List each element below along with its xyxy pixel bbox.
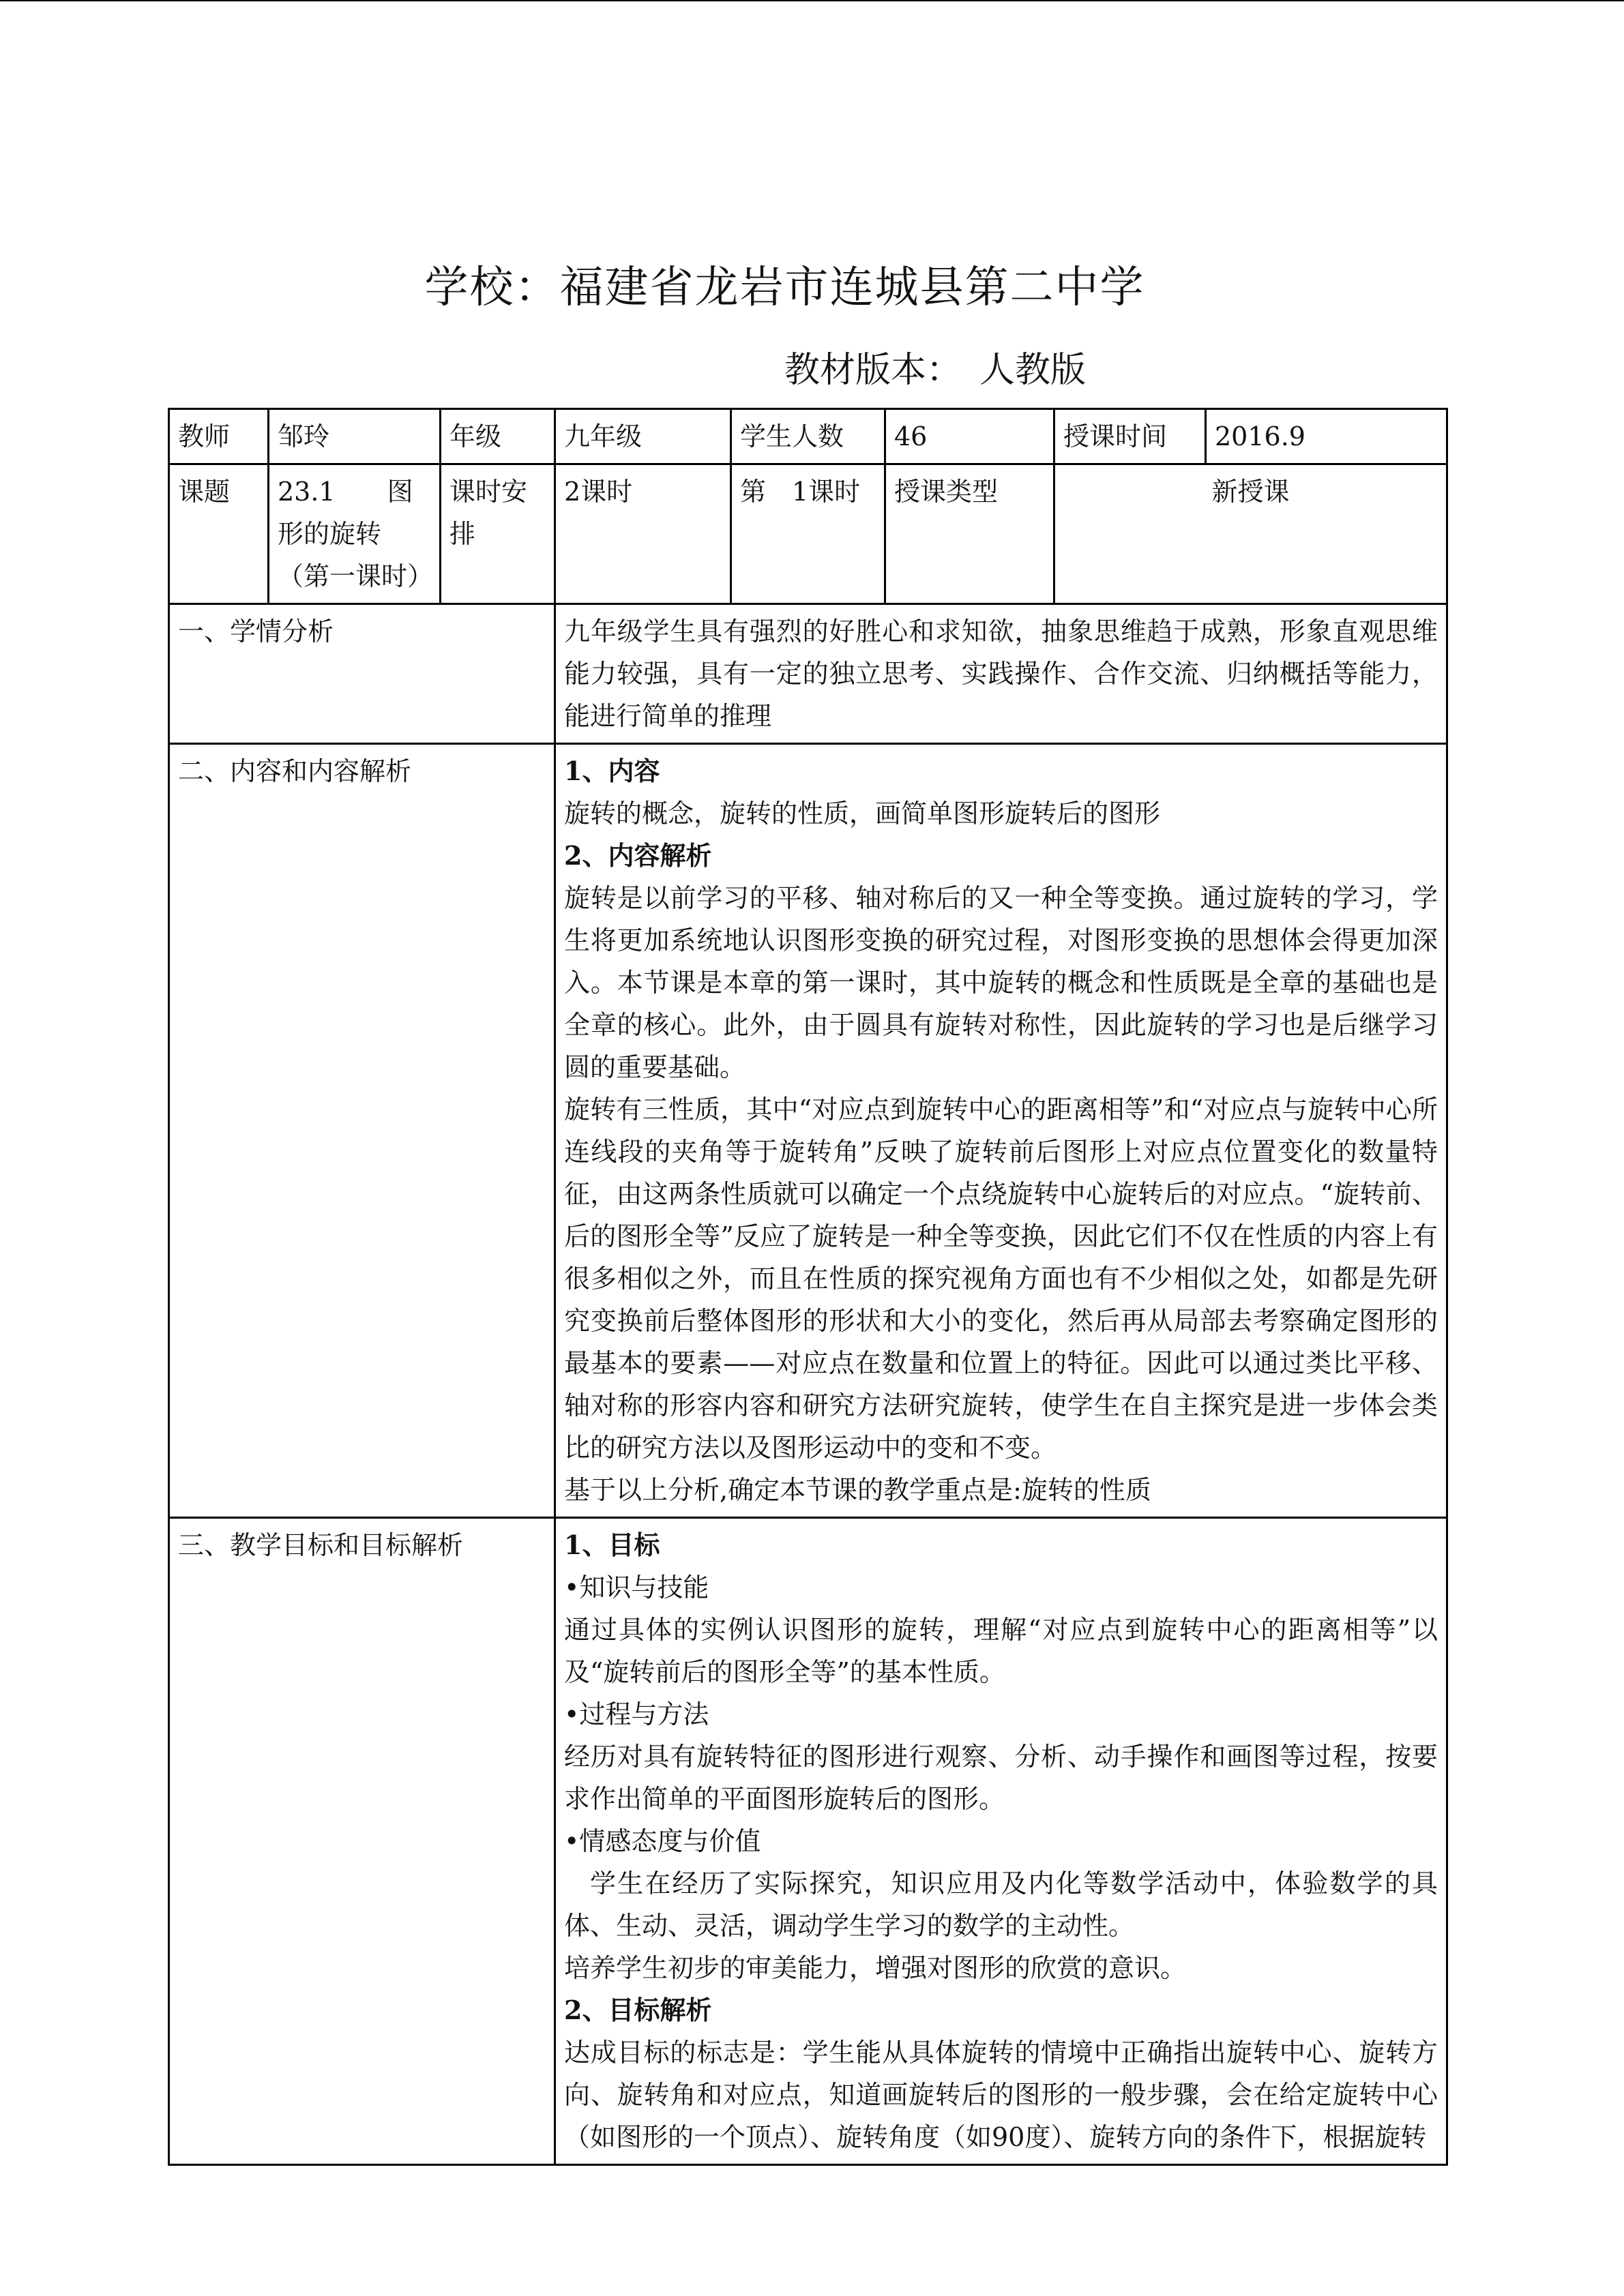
grade-label: 年级 [441, 409, 555, 464]
section-1-row [169, 604, 1447, 744]
students-value: 46 [885, 409, 1054, 464]
topic-label: 课题 [169, 464, 269, 604]
topic-value: 23.1 图形的旋转（第一课时） [269, 464, 441, 604]
info-row-2 [169, 464, 1447, 604]
teacher-value: 邹玲 [269, 409, 441, 464]
section-2-heading-2: 2、内容解析 [564, 840, 712, 871]
students-label: 学生人数 [731, 409, 885, 464]
section-3-heading-2: 2、目标解析 [564, 1995, 712, 2025]
textbook-edition: 教材版本： 人教版 [784, 350, 1087, 391]
section-3-paragraph-1: 通过具体的实例认识图形的旋转，理解“对应点到旋转中心的距离相等”以及“旋转前后的图形全等”的基本性质。 [564, 1615, 1438, 1687]
section-3-bullet-1: •知识与技能 [564, 1572, 709, 1602]
section-1-label: 一、学情分析 [169, 604, 555, 744]
section-2-content [555, 744, 1447, 1518]
section-3-paragraph-5: 达成目标的标志是：学生能从具体旋转的情境中正确指出旋转中心、旋转方向、旋转角和对应点，知道画旋转后的图形的一般步骤，会在给定旋转中心（如图形的一个顶点）、旋转角度（如90度）、旋转方向的条件下，根据旋转 [564, 2038, 1438, 2152]
type-value: 新授课 [1054, 464, 1447, 604]
date-value: 2016.9 [1206, 409, 1447, 464]
lesson-number: 第 1课时 [731, 464, 885, 604]
schedule-value: 2课时 [555, 464, 731, 604]
section-2-paragraph-4: 基于以上分析,确定本节课的教学重点是:旋转的性质 [564, 1475, 1151, 1505]
page-top-border [0, 0, 1624, 1]
section-2-row [169, 744, 1447, 1518]
date-label: 授课时间 [1054, 409, 1206, 464]
section-2-paragraph-1: 旋转的概念，旋转的性质，画简单图形旋转后的图形 [564, 799, 1161, 829]
section-3-row [169, 1518, 1447, 2165]
section-3-heading-1: 1、目标 [564, 1530, 660, 1560]
section-2-heading-1: 1、内容 [564, 756, 660, 786]
school-title: 学校：福建省龙岩市连城县第二中学 [424, 263, 1145, 313]
section-3-paragraph-4: 培养学生初步的审美能力，增强对图形的欣赏的意识。 [564, 1953, 1187, 1983]
section-1-content: 九年级学生具有强烈的好胜心和求知欲，抽象思维趋于成熟，形象直观思维能力较强，具有一定的独立思考、实践操作、合作交流、归纳概括等能力，能进行简单的推理 [555, 604, 1447, 744]
lesson-plan-table [168, 408, 1448, 2166]
section-2-paragraph-3: 旋转有三性质，其中“对应点到旋转中心的距离相等”和“对应点与旋转中心所连线段的夹角等于旋转角”反映了旋转前后图形上对应点位置变化的数量特征，由这两条性质就可以确定一个点绕旋转中心旋转后的对应点。“旋转前、后的图形全等”反应了旋转是一种全等变换，因此它们不仅在性质的内容上有很多相似之外，而且在性质的探究视角方面也有不少相似之处，如都是先研究变换前后整体图形的形状和大小的变化，然后再从局部去考察确定图形的最基本的要素——对应点在数量和位置上的特征。因此可以通过类比平移、轴对称的形容内容和研究方法研究旋转，使学生在自主探究是进一步体会类比的研究方法以及图形运动中的变和不变。 [564, 1094, 1438, 1463]
grade-value: 九年级 [555, 409, 731, 464]
type-label: 授课类型 [885, 464, 1054, 604]
teacher-label: 教师 [169, 409, 269, 464]
section-2-label: 二、内容和内容解析 [169, 744, 555, 1518]
section-3-paragraph-3: 学生在经历了实际探究，知识应用及内化等数学活动中，体验数学的具体、生动、灵活，调动学生学习的数学的主动性。 [564, 1868, 1438, 1941]
info-row-1 [169, 409, 1447, 464]
section-3-bullet-3: •情感态度与价值 [564, 1826, 761, 1856]
section-3-paragraph-2: 经历对具有旋转特征的图形进行观察、分析、动手操作和画图等过程，按要求作出简单的平面图形旋转后的图形。 [564, 1742, 1438, 1814]
section-3-bullet-2: •过程与方法 [564, 1699, 709, 1729]
schedule-label: 课时安排 [441, 464, 555, 604]
section-3-content [555, 1518, 1447, 2165]
section-2-paragraph-2: 旋转是以前学习的平移、轴对称后的又一种全等变换。通过旋转的学习，学生将更加系统地认识图形变换的研究过程，对图形变换的思想体会得更加深入。本节课是本章的第一课时，其中旋转的概念和性质既是全章的基础也是全章的核心。此外，由于圆具有旋转对称性，因此旋转的学习也是后继学习圆的重要基础。 [564, 883, 1438, 1082]
section-3-label: 三、教学目标和目标解析 [169, 1518, 555, 2165]
